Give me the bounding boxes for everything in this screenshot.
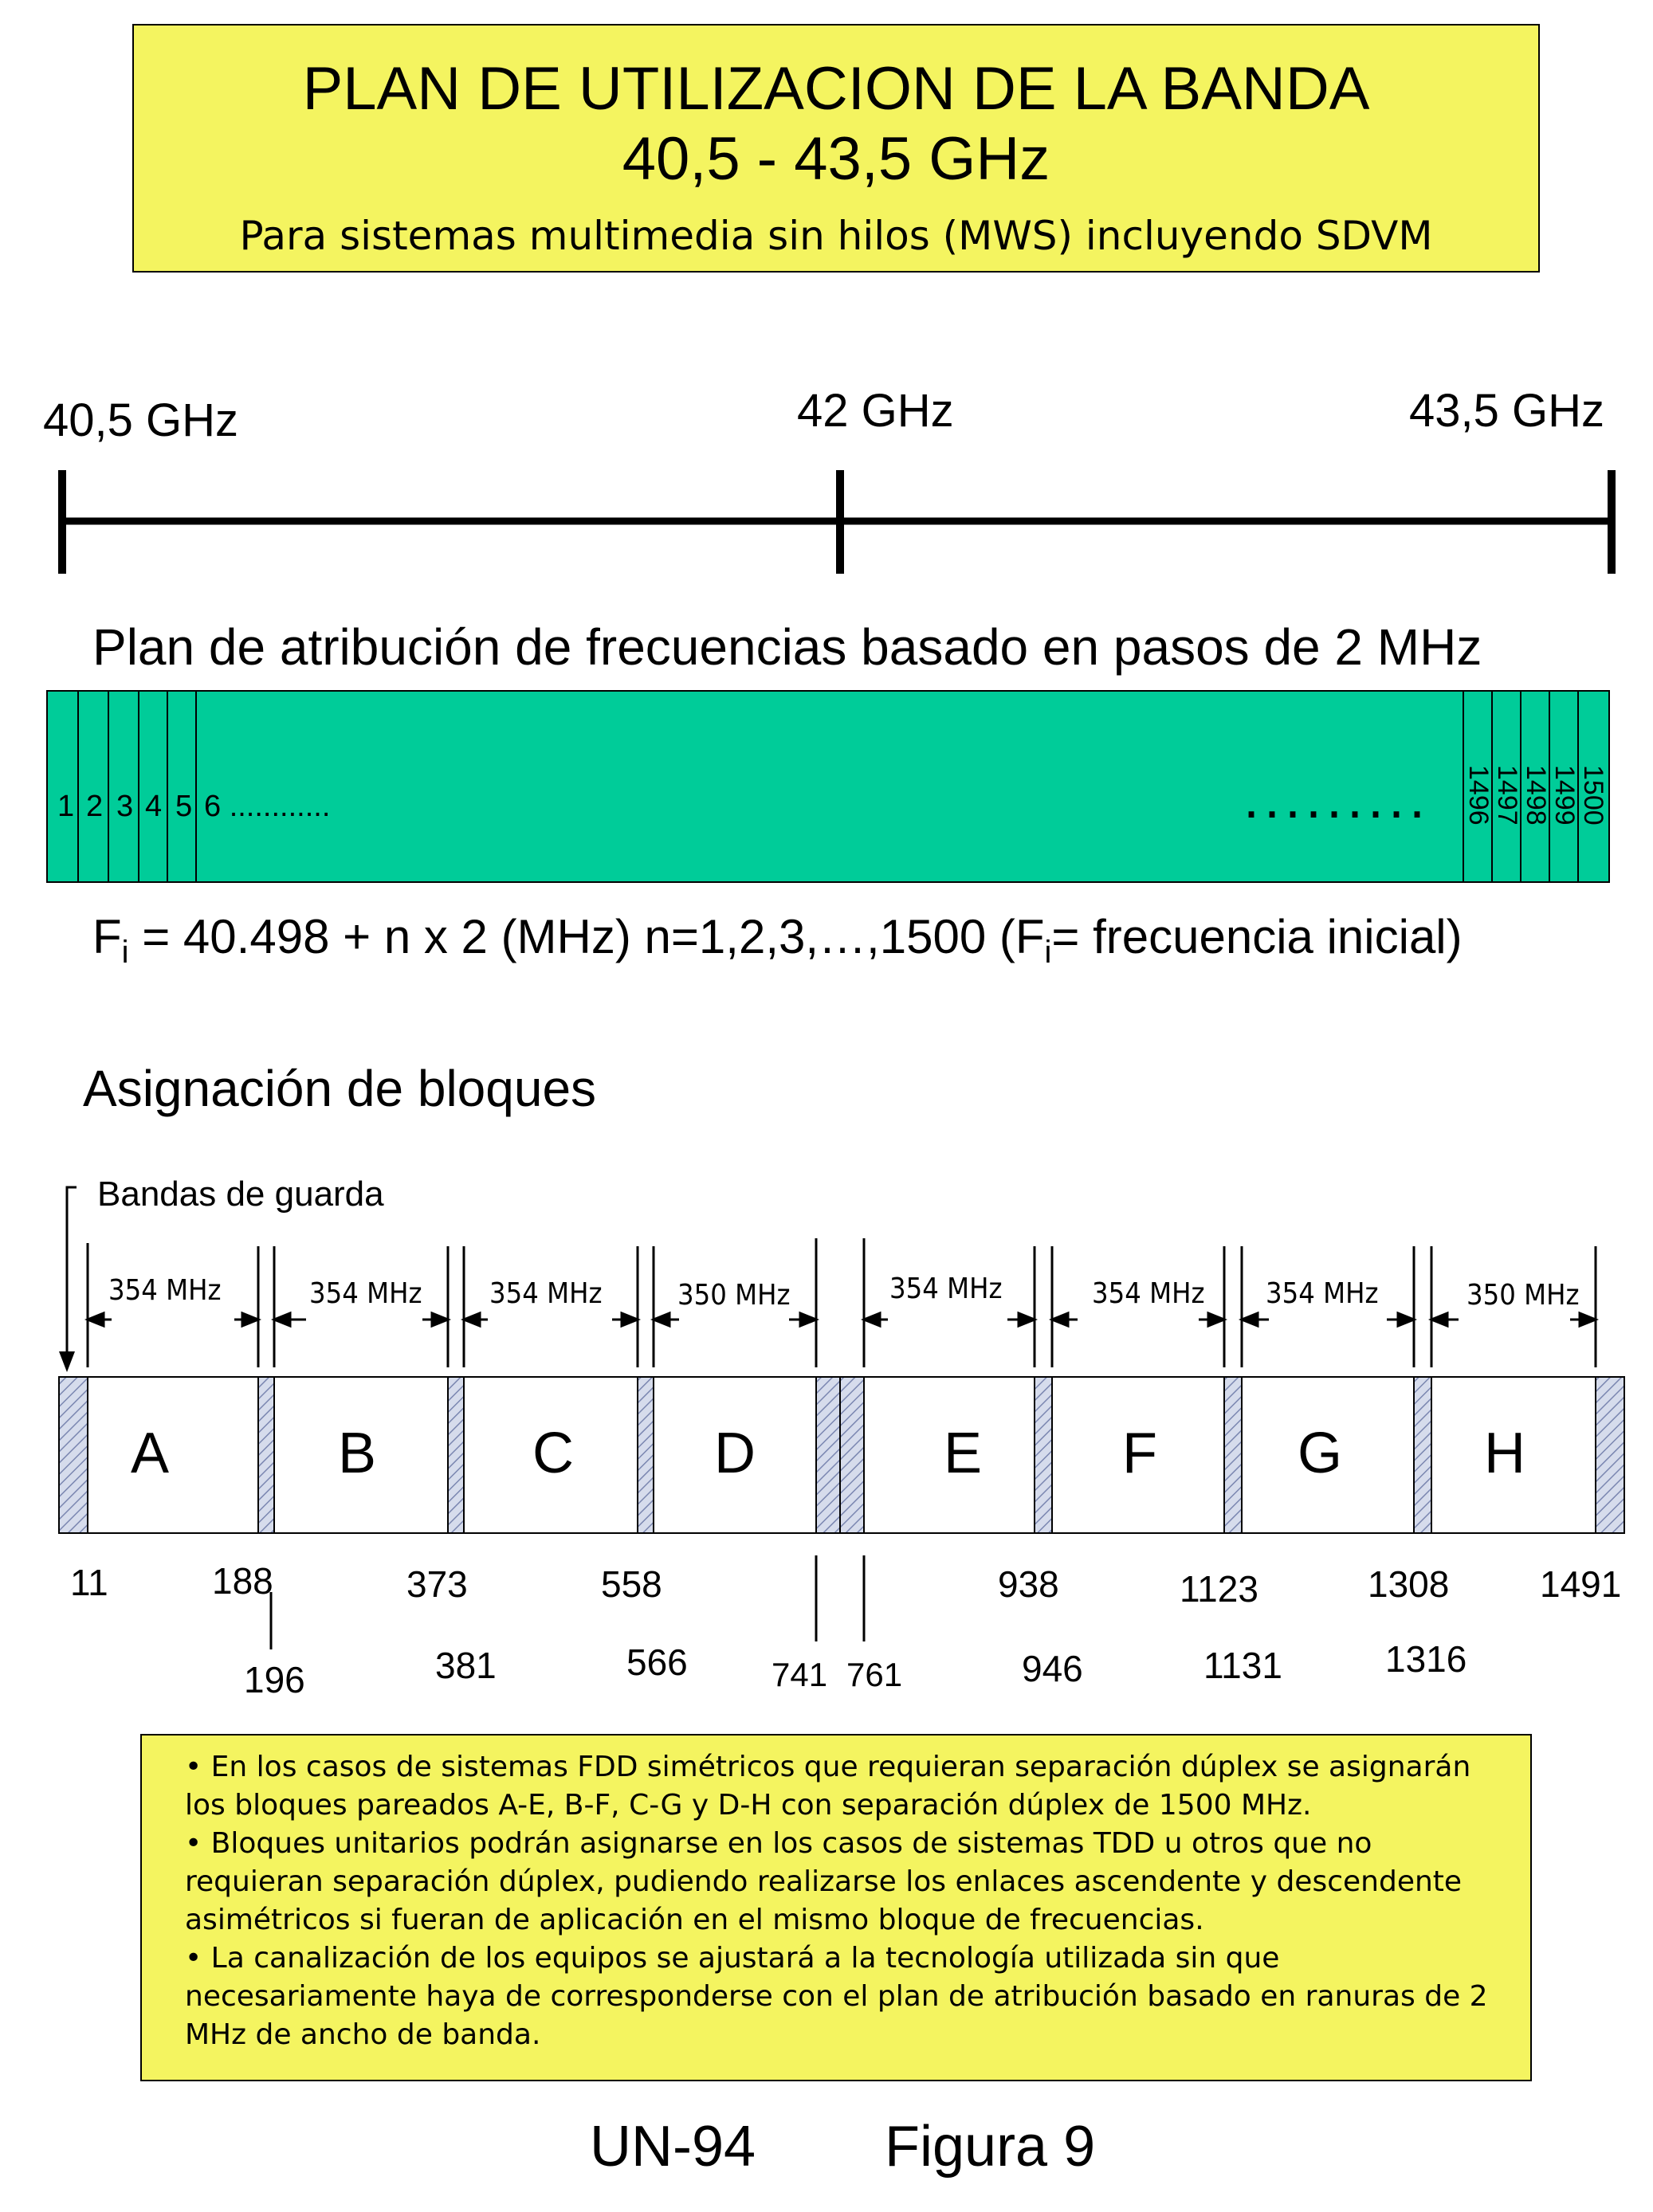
block-diagram — [0, 1171, 1653, 1697]
edge-558: 558 — [601, 1563, 662, 1605]
channel-1: 1 — [57, 790, 75, 823]
edge-188: 188 — [212, 1560, 273, 1602]
edge-11: 11 — [70, 1562, 108, 1603]
allocation-heading: Plan de atribución de frecuencias basado en pasos de 2 MHz — [92, 618, 1482, 676]
bandwidth-c: 354 MHz — [489, 1277, 603, 1310]
note-line-1: • En los casos de sistemas FDD simétricos que requieran separación dúplex se asignarán — [185, 1751, 1471, 1783]
bandwidth-g: 354 MHz — [1266, 1277, 1379, 1310]
bandwidth-f: 354 MHz — [1092, 1277, 1205, 1310]
block-f: F — [1122, 1422, 1157, 1485]
note-line-6: • La canalización de los equipos se ajustará a la tecnología utilizada sin que — [185, 1942, 1280, 1975]
block-b: B — [337, 1422, 377, 1485]
edge-196: 196 — [244, 1659, 305, 1700]
frequency-formula: $F_i = 40.498 + n$ x 2 (MHz) n=1,2,3,…,1500 ($F_i=$ frecuencia inicial) — [92, 910, 1463, 970]
footer-figure: Figura 9 — [885, 2115, 1096, 2179]
note-line-5: asimétricos si fueran de aplicación en el mismo bloque de frecuencias. — [185, 1904, 1204, 1936]
bandwidth-e: 354 MHz — [889, 1273, 1003, 1305]
edge-1123: 1123 — [1180, 1568, 1258, 1610]
note-line-4: requieran separación dúplex, pudiendo realizarse los enlaces ascendente y descendente — [185, 1865, 1463, 1898]
channel-1498: 1498 — [1521, 765, 1551, 826]
edge-761: 761 — [846, 1656, 903, 1693]
notes-box — [140, 1734, 1532, 2081]
note-line-8: MHz de ancho de banda. — [185, 2018, 541, 2051]
edge-1316: 1316 — [1385, 1638, 1467, 1680]
band-mid-label: 42 GHz — [797, 385, 954, 437]
channel-6-continuation: 6 ............ — [204, 790, 331, 823]
bandwidth-d: 350 MHz — [677, 1279, 791, 1312]
channel-5: 5 — [175, 790, 193, 823]
channel-2: 2 — [86, 790, 104, 823]
edge-566: 566 — [626, 1641, 688, 1683]
band-start-label: 40,5 GHz — [43, 394, 238, 446]
bandwidth-b: 354 MHz — [309, 1277, 422, 1310]
note-line-2: los bloques pareados A-E, B-F, C-G y D-H con separación dúplex de 1500 MHz. — [185, 1789, 1312, 1822]
channel-3: 3 — [116, 790, 134, 823]
band-scale-line — [0, 462, 1653, 582]
title-box — [132, 24, 1540, 273]
note-line-3: • Bloques unitarios podrán asignarse en los casos de sistemas TDD u otros que no — [185, 1827, 1372, 1860]
title-line-2: 40,5 - 43,5 GHz — [622, 125, 1050, 193]
footer-code: UN-94 — [590, 2115, 756, 2179]
block-h: H — [1484, 1422, 1525, 1485]
channel-1496: 1496 — [1463, 765, 1494, 826]
bandwidth-a: 354 MHz — [108, 1274, 222, 1307]
band-end-label: 43,5 GHz — [1409, 385, 1604, 437]
guard-bands-label: Bandas de guarda — [97, 1175, 384, 1214]
edge-1131: 1131 — [1203, 1645, 1282, 1686]
channel-bar — [46, 690, 1610, 883]
title-line-1: PLAN DE UTILIZACION DE LA BANDA — [302, 55, 1370, 123]
middle-ellipsis: ......... — [1243, 767, 1431, 830]
edge-381: 381 — [435, 1645, 497, 1686]
edge-1308: 1308 — [1368, 1563, 1450, 1605]
block-c: C — [532, 1422, 574, 1485]
block-e: E — [943, 1422, 983, 1485]
note-line-7: necesariamente haya de corresponderse con el plan de atribución basado en ranuras de 2 — [185, 1980, 1488, 2013]
edge-741: 741 — [772, 1656, 828, 1693]
block-g: G — [1297, 1422, 1342, 1485]
block-d: D — [714, 1422, 756, 1485]
title-line-3: Para sistemas multimedia sin hilos (MWS) incluyendo SDVM — [239, 213, 1433, 259]
edge-373: 373 — [406, 1563, 468, 1605]
edge-946: 946 — [1022, 1648, 1083, 1689]
channel-1499: 1499 — [1549, 765, 1580, 826]
channel-4: 4 — [145, 790, 163, 823]
channel-1500: 1500 — [1578, 765, 1608, 826]
bandwidth-h: 350 MHz — [1466, 1279, 1580, 1312]
edge-938: 938 — [998, 1563, 1059, 1605]
block-a: A — [130, 1422, 170, 1485]
blocks-heading: Asignación de bloques — [83, 1060, 597, 1117]
channel-1497: 1497 — [1492, 765, 1522, 826]
edge-1491: 1491 — [1540, 1563, 1622, 1605]
